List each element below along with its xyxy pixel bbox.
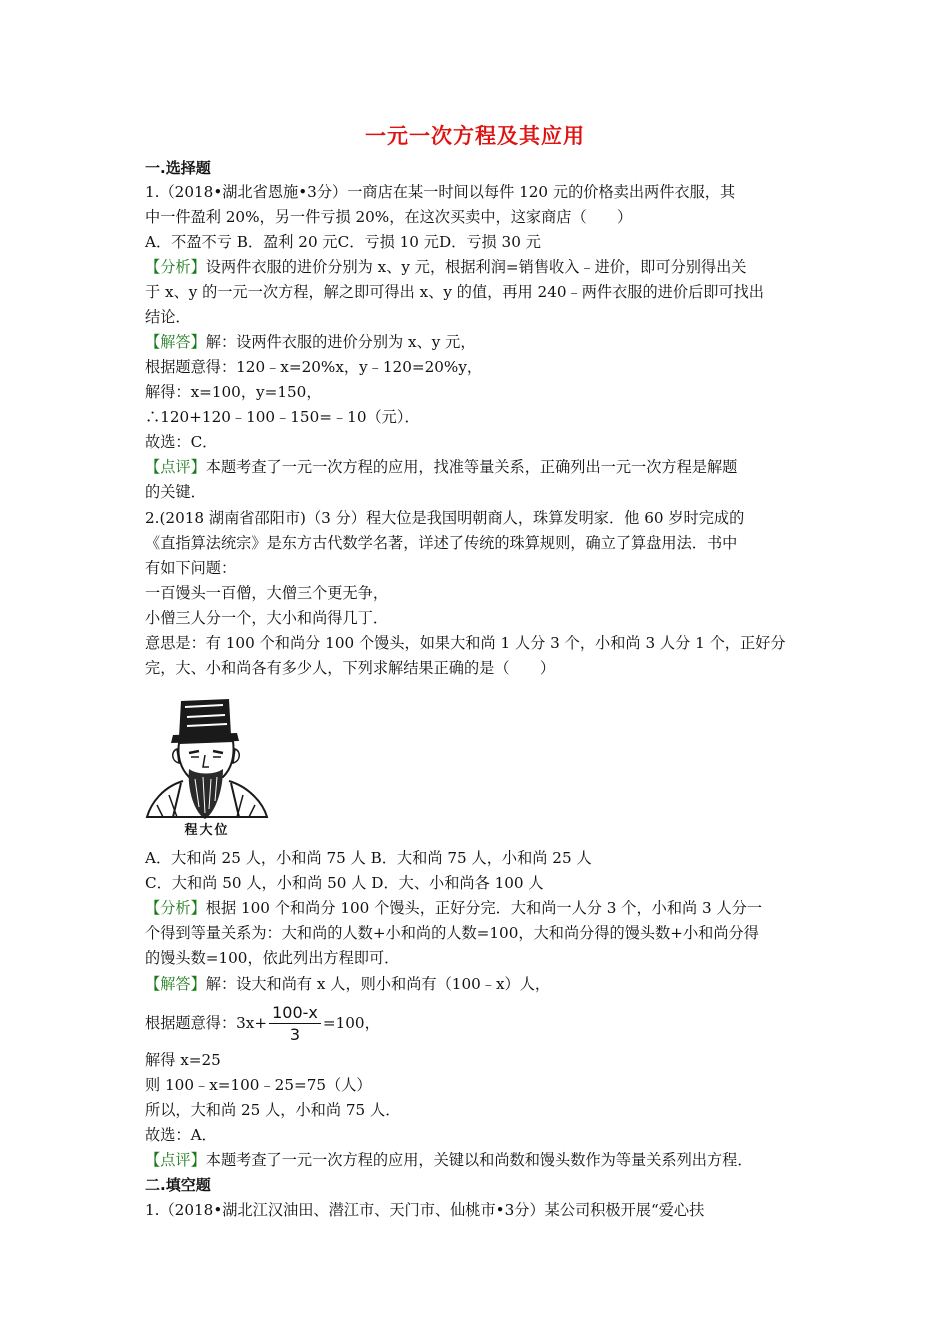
q1-answer-line-3: 解得：x=100，y=150， <box>145 383 322 401</box>
q1-analysis-line-3: 结论． <box>145 308 191 326</box>
q1-analysis-line-1 <box>145 255 746 279</box>
q1-options: A．不盈不亏 B．盈利 20 元C．亏损 10 元D．亏损 30 元 <box>145 233 541 251</box>
q1-analysis-line-2: 于 x、y 的一元一次方程，解之即可得出 x、y 的值，再用 240﹣两件衣服的进价后即可找出 <box>145 283 764 301</box>
comment-tag: 【点评】 <box>145 458 206 476</box>
q2-stem-line-2: 《直指算法统宗》是东方古代数学名著，详述了传统的珠算规则，确立了算盘用法．书中 <box>145 534 738 552</box>
q1-comment-line-2: 的关键． <box>145 483 206 501</box>
q2-answer-line-6: 故选：A． <box>145 1126 217 1144</box>
q2-answer-line-5: 所以，大和尚 25 人，小和尚 75 人． <box>145 1101 401 1119</box>
q1-comment-text-1: 本题考查了一元一次方程的应用，找准等量关系，正确列出一元一次方程是解题 <box>205 458 738 476</box>
q2-stem-line-1: 2.(2018 湖南省邵阳市)（3 分）程大位是我国明朝商人，珠算发明家．他 60 岁时完成的 <box>145 509 745 527</box>
q2-analysis-text-1: 根据 100 个和尚分 100 个馒头，正好分完．大和尚一人分 3 个，小和尚 3 人分一 <box>205 899 763 917</box>
q2-comment-text-1: 本题考查了一元一次方程的应用，关键以和尚数和馒头数作为等量关系列出方程． <box>205 1151 753 1169</box>
fraction-denominator: 3 <box>289 1024 301 1044</box>
q1-stem-line-2: 中一件盈利 20%，另一件亏损 20%，在这次买卖中，这家商店（ ） <box>145 208 633 226</box>
q1-answer-text-1: 解：设两件衣服的进价分别为 x、y 元， <box>205 333 476 351</box>
analysis-tag: 【分析】 <box>145 899 206 917</box>
q2-analysis-line-1 <box>145 896 762 920</box>
q1-comment-line-1 <box>145 455 737 479</box>
q2-options-cd: C．大和尚 50 人，小和尚 50 人 D．大、小和尚各 100 人 <box>145 874 544 892</box>
q2-comment-line-1 <box>145 1148 753 1172</box>
q1-analysis-text-1: 设两件衣服的进价分别为 x、y 元，根据利润=销售收入﹣进价，即可分别得出关 <box>205 258 747 276</box>
fraction-numerator: 100-x <box>269 1003 321 1024</box>
page-title: 一元一次方程及其应用 <box>365 124 585 148</box>
q2-answer-equation <box>145 1000 380 1046</box>
q2-meaning-line-1: 意思是：有 100 个和尚分 100 个馒头，如果大和尚 1 人分 3 个，小和尚 3 人分 1 个，正好分 <box>145 634 786 652</box>
q2-analysis-line-3: 的馒头数=100，依此列出方程即可． <box>145 949 400 967</box>
comment-tag: 【点评】 <box>145 1151 206 1169</box>
equation-suffix: =100， <box>322 1014 380 1032</box>
q3-stem-line-1: 1.（2018•湖北江汉油田、潜江市、天门市、仙桃市•3分）某公司积极开展“爱心扶 <box>145 1201 705 1219</box>
q1-stem-line-1: 1.（2018•湖北省恩施•3分）一商店在某一时间以每件 120 元的价格卖出两件衣服，其 <box>145 183 736 201</box>
section-heading-choice: 一.选择题 <box>145 159 211 177</box>
q2-meaning-line-2: 完，大、小和尚各有多少人，下列求解结果正确的是（ ） <box>145 659 556 677</box>
q2-answer-line-4: 则 100﹣x=100﹣25=75（人） <box>145 1076 372 1094</box>
q2-answer-line-3: 解得 x=25 <box>145 1051 221 1069</box>
q2-analysis-line-2: 个得到等量关系为：大和尚的人数+小和尚的人数=100，大和尚分得的馒头数+小和尚分得 <box>145 924 759 942</box>
answer-tag: 【解答】 <box>145 333 206 351</box>
q2-stem-line-3: 有如下问题： <box>145 559 237 577</box>
q2-poem-line-1: 一百馒头一百僧，大僧三个更无争， <box>145 584 388 602</box>
fraction <box>269 1003 321 1046</box>
cheng-dawei-portrait <box>143 695 271 840</box>
q2-options-ab: A．大和尚 25 人，小和尚 75 人 B．大和尚 75 人，小和尚 25 人 <box>145 849 592 867</box>
q1-answer-line-5: 故选：C． <box>145 433 218 451</box>
equation-prefix: 根据题意得：3x+ <box>145 1014 268 1032</box>
q1-answer-line-4: ∴120+120﹣100﹣150=﹣10（元）． <box>145 408 420 426</box>
q2-answer-text-1: 解：设大和尚有 x 人，则小和尚有（100﹣x）人， <box>205 975 551 993</box>
q1-answer-line-2: 根据题意得：120﹣x=20%x，y﹣120=20%y， <box>145 358 483 376</box>
q1-answer-line-1 <box>145 330 476 354</box>
analysis-tag: 【分析】 <box>145 258 206 276</box>
answer-tag: 【解答】 <box>145 975 206 993</box>
q2-answer-line-1 <box>145 972 550 996</box>
section-heading-fill: 二.填空题 <box>145 1176 211 1194</box>
q2-poem-line-2: 小僧三人分一个，大小和尚得几丁． <box>145 609 388 627</box>
portrait-caption: 程大位 <box>184 823 230 838</box>
